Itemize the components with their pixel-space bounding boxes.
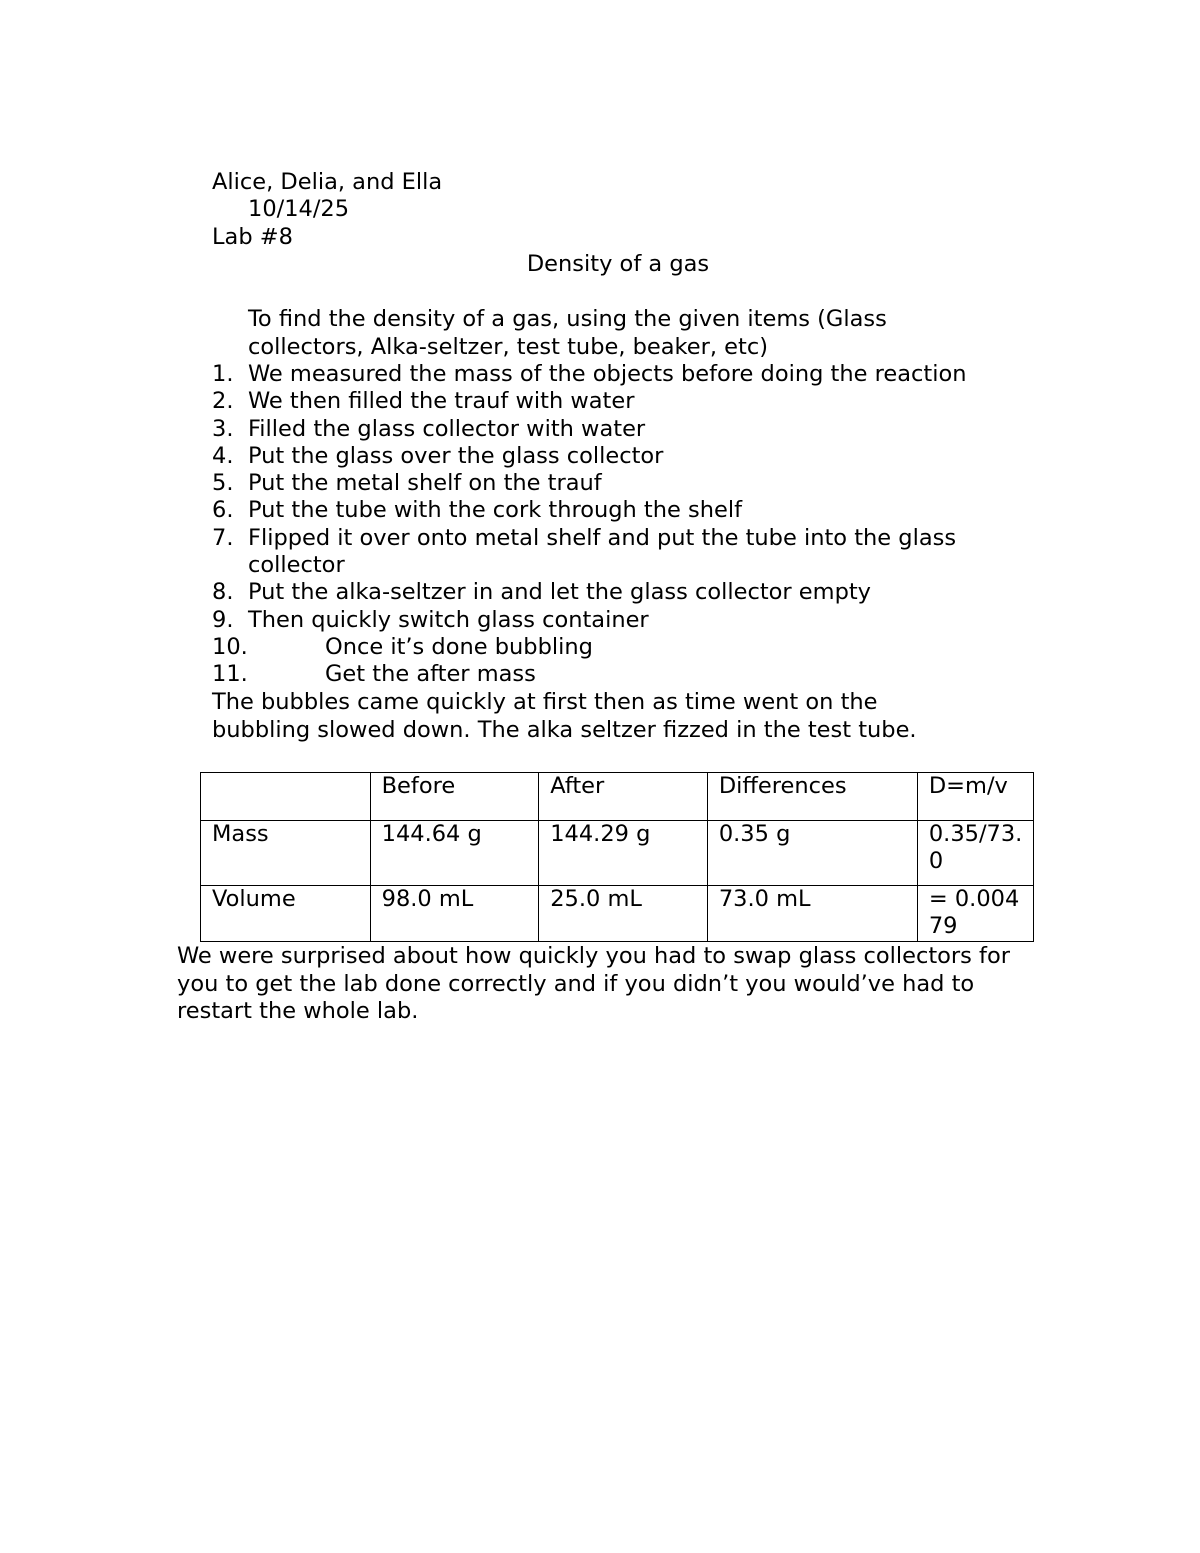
step-number: 2. [212, 388, 234, 415]
table-cell: 0.35/73.0 [917, 821, 1033, 886]
table-cell: 144.64 g [370, 821, 539, 886]
step-number: 8. [212, 579, 234, 606]
list-item [212, 525, 1032, 580]
table-cell: = 0.00479 [917, 886, 1033, 942]
table-cell: After [539, 773, 708, 821]
step-text: We then filled the trauf with water [248, 388, 635, 415]
table-cell: 0.35 g [707, 821, 917, 886]
table-row [201, 821, 1034, 886]
lab-date: 10/14/25 [248, 196, 350, 222]
table-cell: Mass [201, 821, 371, 886]
step-text: We measured the mass of the objects before doing the reaction [248, 361, 967, 387]
step-text: Then quickly switch glass container [248, 606, 649, 633]
table-cell: 144.29 g [539, 821, 708, 886]
procedure-list [212, 361, 1032, 689]
author-names: Alice, Delia, and Ella [212, 169, 443, 195]
step-text: Put the alka-seltzer in and let the glass collector empty [248, 579, 871, 606]
list-item [212, 661, 1032, 688]
step-text: Once it’s done bubbling [325, 633, 593, 660]
table-cell: Volume [201, 886, 371, 942]
step-number: 1. [212, 361, 234, 387]
conclusion-paragraph: We were surprised about how quickly you had to swap glass collectors for you to get the lab done correctly and if you didn’t you would’ve had to restart the whole lab. [177, 943, 1010, 1024]
table-cell: 25.0 mL [539, 886, 708, 942]
document-title: Density of a gas [526, 251, 710, 277]
step-number: 7. [212, 524, 234, 551]
table-cell: Differences [707, 773, 917, 821]
table-cell: D=m/v [917, 773, 1033, 821]
step-text: Put the metal shelf on the trauf [248, 470, 602, 497]
table-header-row [201, 773, 1034, 821]
step-number: 10. [212, 633, 248, 660]
list-item [212, 607, 1032, 634]
list-item [212, 497, 1032, 524]
step-number: 3. [212, 415, 234, 442]
list-item [212, 443, 1032, 470]
list-item [212, 388, 1032, 415]
data-table [200, 772, 1034, 942]
list-item [212, 416, 1032, 443]
step-text: Get the after mass [325, 661, 536, 688]
list-item [212, 361, 1032, 388]
step-number: 9. [212, 606, 234, 633]
step-number: 11. [212, 661, 248, 688]
table-row [201, 886, 1034, 942]
step-text: Put the glass over the glass collector [248, 442, 664, 469]
purpose-paragraph: To find the density of a gas, using the given items (Glass collectors, Alka-seltzer, test tube, beaker, etc) [248, 306, 887, 360]
step-text: Flipped it over onto metal shelf and put the tube into the glass collector [248, 524, 957, 579]
table-cell [201, 773, 371, 821]
step-text: Put the tube with the cork through the shelf [248, 497, 743, 524]
table-cell: 73.0 mL [707, 886, 917, 942]
step-number: 5. [212, 470, 234, 497]
step-number: 6. [212, 497, 234, 524]
table-cell: Before [370, 773, 539, 821]
table-cell: 98.0 mL [370, 886, 539, 942]
lab-number: Lab #8 [212, 224, 293, 250]
observation-paragraph: The bubbles came quickly at first then as time went on the bubbling slowed down. The alka seltzer fizzed in the test tube. [212, 689, 917, 743]
list-item [212, 470, 1032, 497]
step-number: 4. [212, 442, 234, 469]
step-text: Filled the glass collector with water [248, 415, 646, 442]
list-item [212, 579, 1032, 606]
list-item [212, 634, 1032, 661]
